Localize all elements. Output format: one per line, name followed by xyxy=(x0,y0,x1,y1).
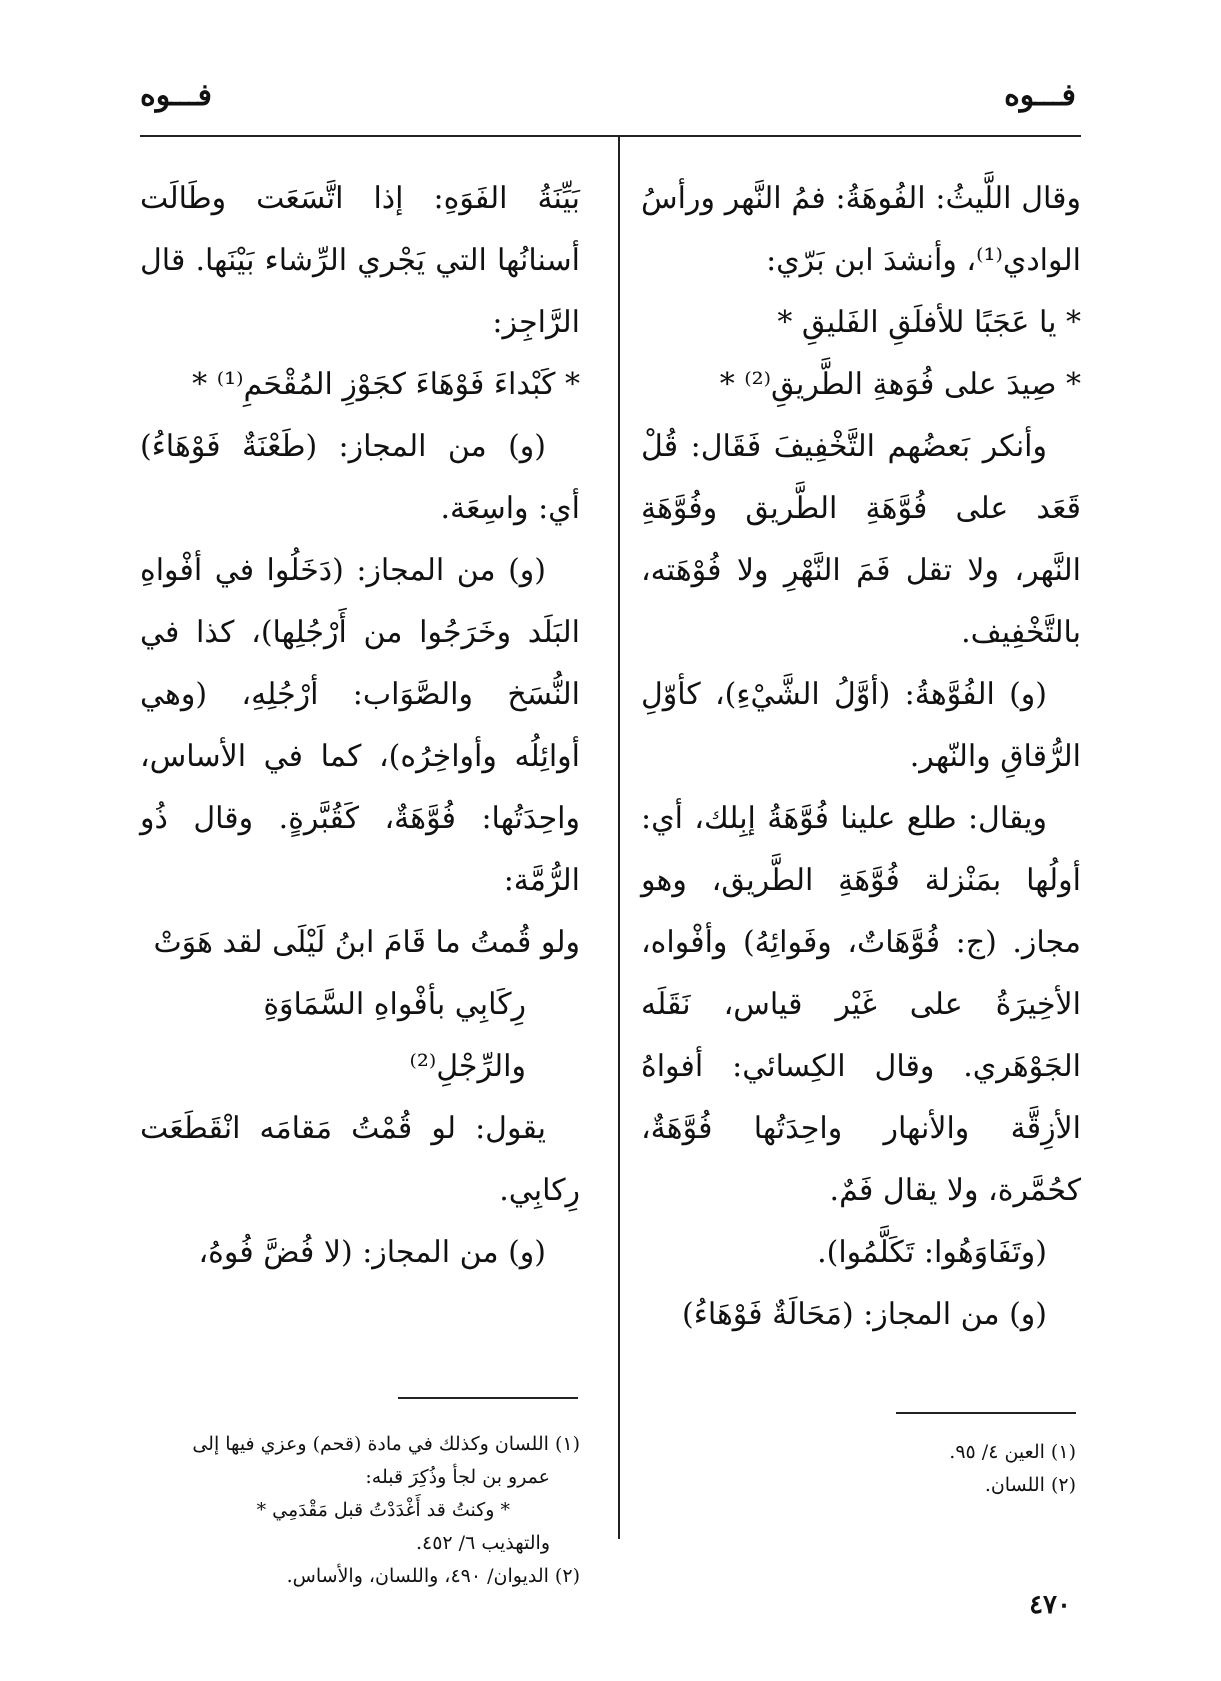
footnote-1-verse: * وكنتُ قد أَغْدَدْتُ قبل مَقْدَمِي * xyxy=(256,1499,510,1521)
paragraph-taana: (و) من المجاز: (طَعْنَةٌ فَوْهَاءُ) أي: واسِعَة. xyxy=(140,429,580,526)
verse-line: * صِيدَ على فُوَهةِ الطَّريقِ⁽²⁾ * xyxy=(719,367,1081,402)
paragraph-yaqul: يقول: لو قُمْتُ مَقامَه انْقَطَعَت رِكابِي. xyxy=(140,1111,580,1208)
footnote-1-line-2: عمرو بن لجأ وذُكِرَ قبله: xyxy=(365,1466,550,1488)
paragraph-yuqal: ويقال: طلع علينا فُوَّهَةُ إبِلك، أي: أولُها بمَنْزلة فُوَّهَةِ الطَّريق، وهو مجاز. (ج: فُوَّهَاتٌ، وفَوائِهُ) وأفْواه، الأخِيرَةُ على غَيْر قياس، نَقَلَه الجَوْهَري. وقال الكِسائي: أفواهُ الأزِقَّة والأنهار واحِدَتُها فُوَّهَةٌ، كحُمَّرة، ولا يقال فَمٌ. xyxy=(641,801,1081,1208)
right-column xyxy=(641,168,1081,1346)
footnotes-right xyxy=(646,1436,1076,1502)
paragraph-laith: وقال اللَّيثُ: الفُوهَةُ: فمُ النَّهر ورأسُ الوادي⁽¹⁾، وأنشدَ ابن بَرّي: xyxy=(641,181,1081,278)
paragraph-la-fudda: (و) من المجاز: (لا فُضَّ فُوهُ، xyxy=(198,1235,546,1270)
footnote-rule-left xyxy=(398,1397,578,1399)
footnote-1: (١) العين ٤/ ٩٥. xyxy=(949,1441,1076,1463)
footnote-rule-right xyxy=(896,1412,1076,1414)
footnote-1 xyxy=(140,1428,580,1560)
paragraph-fuwwaha: (و) الفُوَّهةُ: (أوَّلُ الشَّيْءِ)، كأوّلِ الرُّقاقِ والنّهر. xyxy=(641,677,1081,774)
footnote-1-line-3: والتهذيب ٦/ ٤٥٢. xyxy=(415,1532,550,1554)
paragraph-mahala: (و) من المجاز: (مَحَالَةٌ فَوْهَاءُ) xyxy=(682,1297,1047,1332)
paragraph-bayyina: بَيِّنَةُ الفَوَهِ: إذا اتَّسَعَت وطَالَت أسنانُها التي يَجْري الرِّشاء بَيْنَها. قال الرَّاجِز: xyxy=(140,181,580,340)
footnote-1-line-1: (١) اللسان وكذلك في مادة (قحم) وعزي فيها إلى xyxy=(192,1433,580,1455)
running-header-left: فـــوه xyxy=(140,78,212,113)
running-header-right: فـــوه xyxy=(1004,78,1076,113)
left-column xyxy=(140,168,580,1284)
paragraph-takhfif: وأنكر بَعضُهم التَّخْفِيفَ فَقَال: قُلْ قَعَد على فُوَّهَةِ الطَّريق وفُوَّهَةِ النَّهر، ولا تقل فَمَ النَّهْرِ ولا فُوْهَته، بالتَّخْفِيف. xyxy=(641,429,1081,650)
verse-line: * يا عَجَبًا للأفلَقِ الفَليقِ * xyxy=(777,305,1081,340)
header-rule xyxy=(140,135,1081,137)
footnotes-left xyxy=(140,1428,580,1593)
paragraph-tafawahu: (وتَفَاوَهُوا: تَكَلَّمُوا). xyxy=(817,1235,1047,1270)
verse-line: * كَبْداءَ فَوْهَاءَ كجَوْزِ المُقْحَمِ⁽¹⁾ * xyxy=(192,367,580,402)
footnote-2: (٢) الديوان/ ٤٩٠، واللسان، والأساس. xyxy=(286,1565,580,1587)
paragraph-dakhalu: (و) من المجاز: (دَخَلُوا في أفْواهِ البَلَد وخَرَجُوا من أَرْجُلِها)، كذا في النُّسَخ والصَّوَاب: أرْجُلِهِ، (وهي أوائِلُه وأواخِرُه)، كما في الأساس، واحِدَتُها: فُوَّهَةٌ، كَقُبَّرةٍ. وقال ذُو الرُّمَّة: xyxy=(140,553,580,898)
page-number: ٤٧٠ xyxy=(1029,1590,1071,1620)
poem-hemistich-1: ولو قُمتُ ما قَامَ ابنُ لَيْلَى لقد هَوَتْ xyxy=(153,925,580,960)
column-divider xyxy=(618,137,620,1539)
poem-hemistich-2: رِكَابِي بأفْواهِ السَّمَاوَةِ والرِّجْلِ⁽²⁾ xyxy=(263,987,526,1084)
footnote-2: (٢) اللسان. xyxy=(984,1474,1076,1496)
